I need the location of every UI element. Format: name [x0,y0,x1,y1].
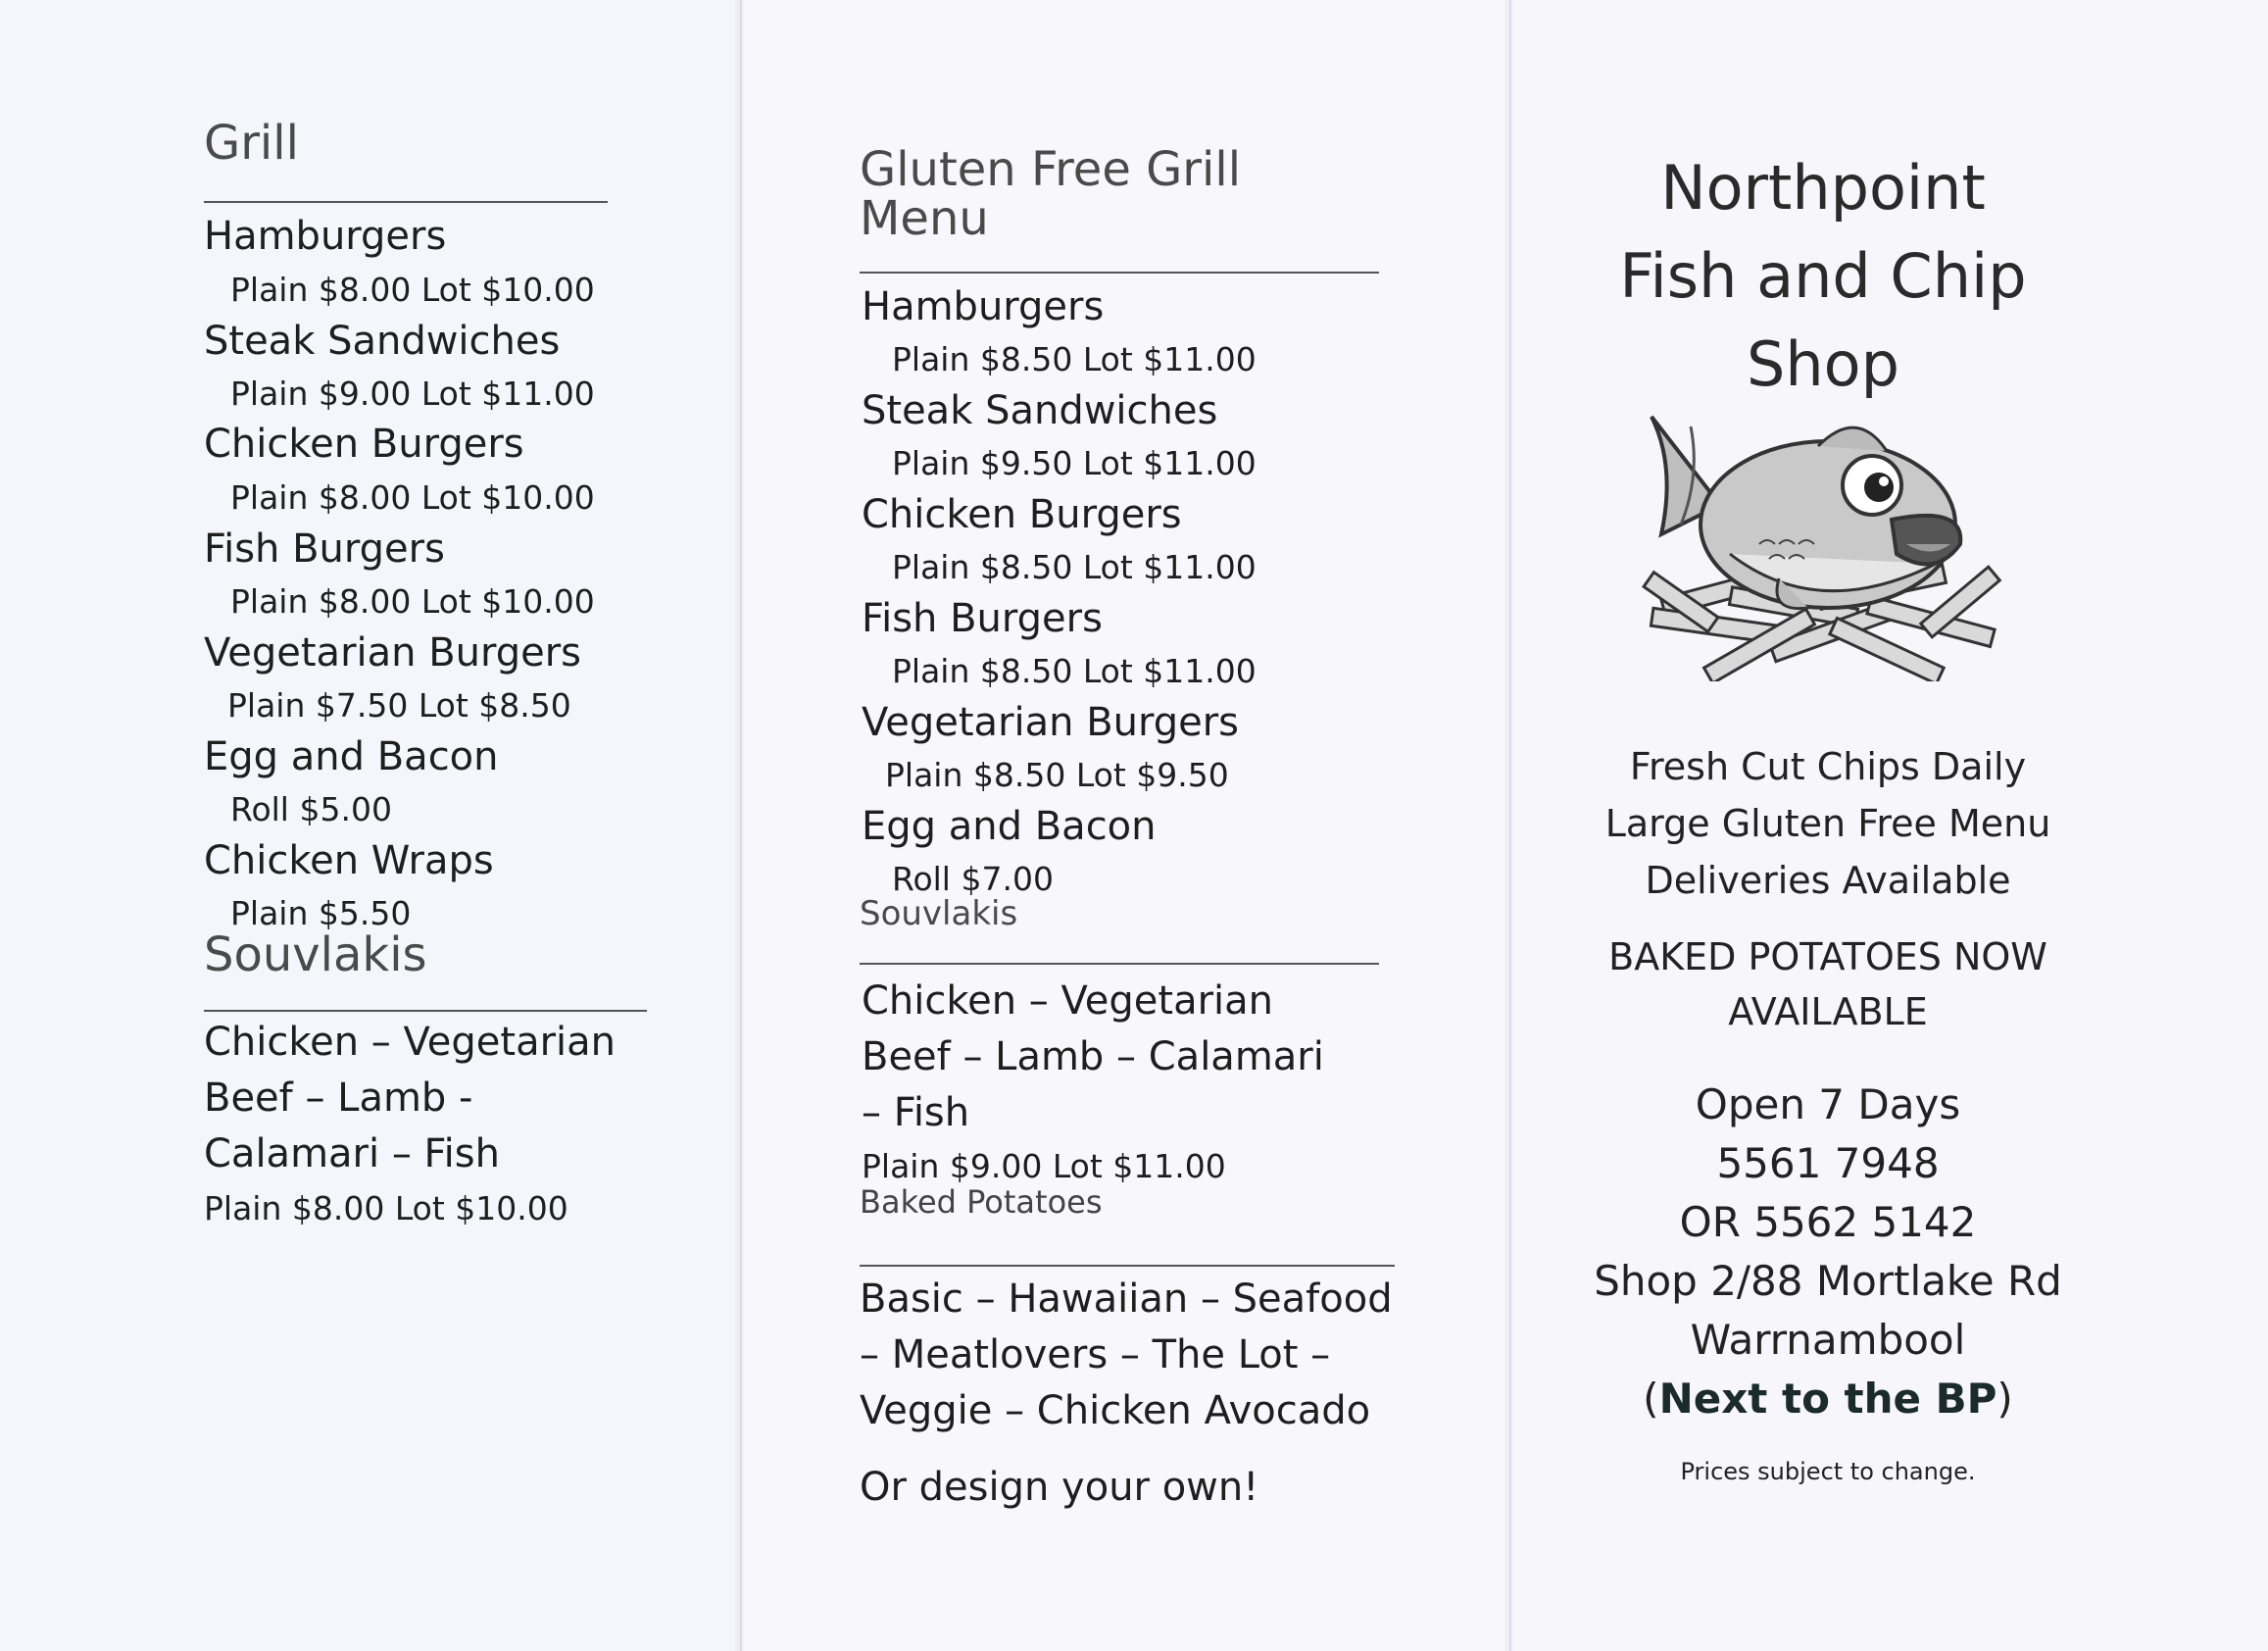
menu-item-name: Steak Sandwiches [862,388,1218,433]
menu-item-price: Plain $7.50 Lot $8.50 [227,686,571,725]
souvlaki-line: Beef – Lamb – Calamari [862,1034,1324,1079]
divider [860,1265,1395,1267]
open-days: Open 7 Days [1695,1080,1961,1128]
menu-item-price: Plain $8.50 Lot $11.00 [892,340,1257,378]
menu-item-price: Plain $9.00 Lot $11.00 [230,375,595,413]
menu-item-name: Fish Burgers [862,596,1103,641]
souvlaki-price: Plain $9.00 Lot $11.00 [862,1147,1226,1185]
souvlaki-line: Chicken – Vegetarian [862,978,1273,1024]
menu-item-price: Plain $8.00 Lot $10.00 [230,271,595,309]
next-to-bp-bold: Next to the BP [1658,1375,1997,1423]
feature-line: Large Gluten Free Menu [1604,802,2051,845]
menu-item-name: Vegetarian Burgers [862,700,1240,745]
menu-item-price: Plain $8.50 Lot $9.50 [885,756,1229,794]
shop-title: Shop [1747,328,1899,400]
phone-number: 5561 7948 [1716,1139,1940,1187]
menu-item-name: Chicken Wraps [204,838,494,883]
menu-item-name: Steak Sandwiches [204,319,561,364]
souvlaki-line: – Fish [862,1090,970,1135]
menu-item-name: Chicken Burgers [862,492,1182,537]
divider [860,272,1379,274]
souvlaki-price: Plain $8.00 Lot $10.00 [204,1189,568,1227]
baked-potatoes-heading: Baked Potatoes [860,1183,1103,1221]
next-to-bp [1534,1375,2122,1423]
menu-item-name: Hamburgers [204,214,447,259]
menu-item-price: Roll $5.00 [230,790,392,828]
feature-line: Fresh Cut Chips Daily [1629,745,2027,788]
baked-potato-line: Basic – Hawaiian – Seafood [860,1276,1393,1322]
menu-item-price: Plain $9.50 Lot $11.00 [892,444,1257,482]
baked-potatoes-now: AVAILABLE [1728,990,1928,1033]
souvlakis-heading: Souvlakis [204,927,427,982]
menu-item-price: Plain $5.50 [230,894,412,932]
souvlakis-heading: Souvlakis [860,894,1018,933]
menu-item-name: Chicken Burgers [204,422,524,467]
address-line: Shop 2/88 Mortlake Rd [1594,1257,2062,1305]
paren: ) [1997,1375,2013,1423]
souvlaki-line: Beef – Lamb - [204,1076,473,1121]
prices-note: Prices subject to change. [1680,1458,1976,1485]
cartoon-fish-on-chips-icon [1622,397,2014,681]
baked-potato-line: – Meatlovers – The Lot – [860,1332,1331,1377]
grill-heading: Grill [204,116,299,171]
souvlaki-line: Calamari – Fish [204,1131,500,1176]
menu-item-price: Plain $8.00 Lot $10.00 [230,478,595,517]
baked-potato-line: Veggie – Chicken Avocado [860,1388,1371,1433]
menu-item-name: Egg and Bacon [862,804,1157,849]
feature-line: Deliveries Available [1645,859,2011,902]
fold-line [1504,0,1514,1651]
fold-line [735,0,745,1651]
phone-number: OR 5562 5142 [1679,1198,1977,1246]
paren: ( [1643,1375,1659,1423]
shop-title: Northpoint [1660,152,1986,224]
menu-item-name: Fish Burgers [204,526,445,572]
baked-potatoes-now: BAKED POTATOES NOW [1608,935,2047,978]
gluten-free-heading: Menu [860,191,989,246]
menu-item-price: Plain $8.50 Lot $11.00 [892,548,1257,586]
menu-item-name: Vegetarian Burgers [204,630,582,675]
divider [204,1010,647,1012]
menu-item-price: Plain $8.50 Lot $11.00 [892,652,1257,690]
shop-title: Fish and Chip [1619,240,2027,312]
gluten-free-heading: Gluten Free Grill [860,142,1242,197]
divider [204,201,608,203]
design-your-own: Or design your own! [860,1465,1259,1510]
souvlaki-line: Chicken – Vegetarian [204,1020,616,1065]
menu-item-name: Hamburgers [862,284,1105,329]
divider [860,963,1379,965]
menu-item-price: Plain $8.00 Lot $10.00 [230,582,595,621]
menu-item-price: Roll $7.00 [892,860,1054,898]
menu-item-name: Egg and Bacon [204,734,499,779]
address-line: Warrnambool [1690,1316,1966,1364]
